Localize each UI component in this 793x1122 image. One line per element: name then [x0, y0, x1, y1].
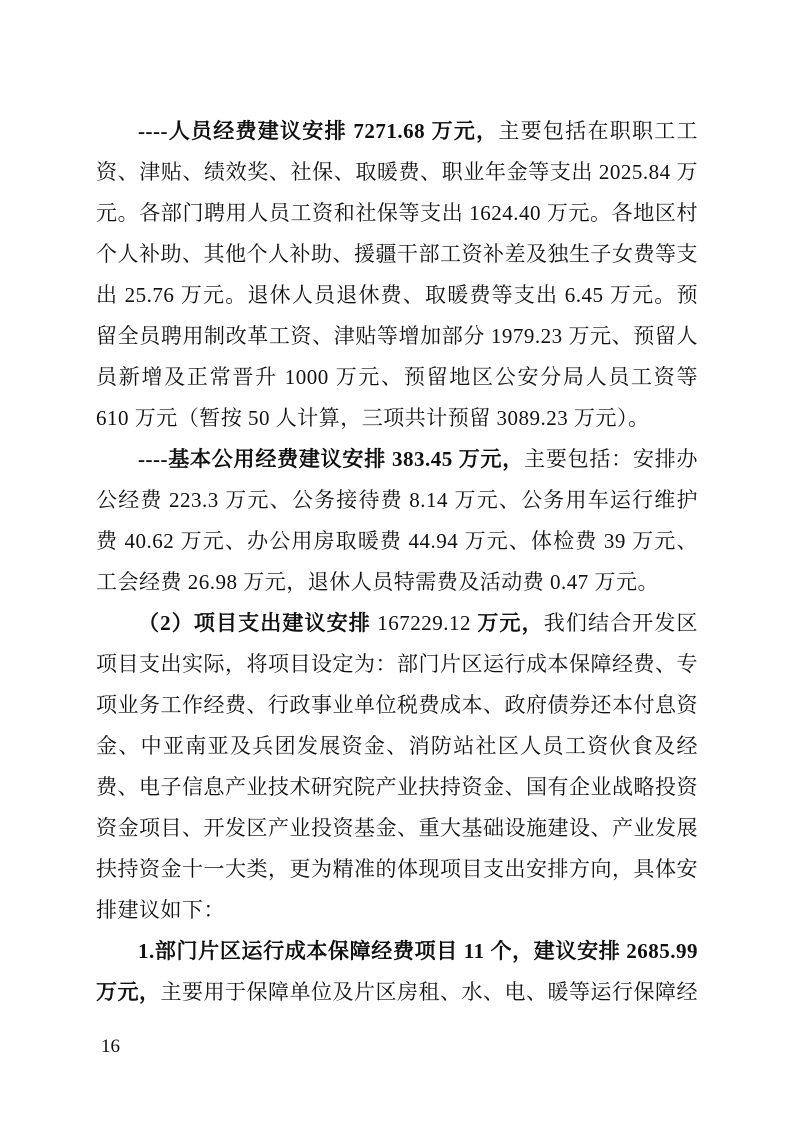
page-number: 16	[101, 1036, 120, 1057]
paragraph-district-operating-costs	[96, 931, 698, 1013]
document-body	[96, 111, 698, 1013]
paragraph-text: 主要包括：安排办公经费 223.3 万元、公务接待费 8.14 万元、公务用车运行维护费 40.62 万元、办公用房取暖费 44.94 万元、体检费 39 万元、工会经费 26.98 万元，退休人员特需费及活动费 0.47 万元。	[96, 447, 698, 594]
paragraph-lead-bold: （2）项目支出建议安排	[138, 611, 371, 635]
paragraph-lead-bold: 1.部门片区运行成本保障经费项目 11 个，建议安排 2685.99 万元，	[96, 939, 698, 1004]
paragraph-personnel-expenses	[96, 111, 698, 439]
paragraph-amount: 167229.12	[370, 611, 478, 635]
paragraph-project-expenditure	[96, 603, 698, 931]
paragraph-lead-bold: ----人员经费建议安排 7271.68 万元，	[138, 119, 499, 143]
paragraph-lead-bold: 万元，	[477, 611, 544, 635]
paragraph-text: 我们结合开发区项目支出实际，将项目设定为：部门片区运行成本保障经费、专项业务工作经费、行政事业单位税费成本、政府债券还本付息资金、中亚南亚及兵团发展资金、消防站社区人员工资伙食及经费、电子信息产业技术研究院产业扶持资金、国有企业战略投资资金项目、开发区产业投资基金、重大基础设施建设、产业发展扶持资金十一大类，更为精准的体现项目支出安排方向，具体安排建议如下：	[96, 611, 698, 922]
paragraph-lead-bold: ----基本公用经费建议安排 383.45 万元，	[138, 447, 525, 471]
paragraph-text: 主要包括在职职工工资、津贴、绩效奖、社保、取暖费、职业年金等支出 2025.84 万元。各部门聘用人员工资和社保等支出 1624.40 万元。各地区村个人补助、其他个人补助、援疆干部工资补差及独生子女费等支出 25.76 万元。退休人员退休费、取暖费等支出 6.45 万元。预留全员聘用制改革工资、津贴等增加部分 1979.23 万元、预留人员新增及正常晋升 1000 万元、预留地区公安分局人员工资等 610 万元（暂按 50 人计算，三项共计预留 3089.23 万元）。	[96, 119, 698, 430]
paragraph-text: 主要用于保障单位及片区房租、水、电、暖等运行保障经	[160, 980, 698, 1004]
paragraph-public-funds	[96, 439, 698, 603]
